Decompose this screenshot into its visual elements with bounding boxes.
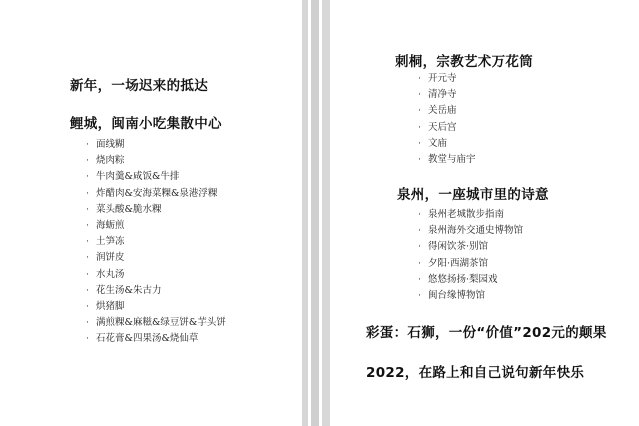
section-heading-licheng: 鲤城，闽南小吃集散中心 [70, 116, 222, 132]
list-item: · 清净寺 [418, 87, 476, 103]
page-gutter [302, 0, 340, 426]
list-item: · 天后宫 [418, 120, 476, 136]
bullet-icon: · [418, 241, 422, 253]
bullet-icon: · [86, 139, 90, 150]
bullet-icon: · [86, 236, 90, 248]
list-item: · 牛肉羹&咸饭&牛排 [86, 169, 226, 185]
section-heading-2022: 2022，在路上和自己说句新年快乐 [366, 365, 585, 381]
list-item: · 闽台缘博物馆 [418, 288, 523, 304]
list-item: · 满煎粿&麻糍&绿豆饼&芋头饼 [86, 315, 226, 331]
list-item: · 文庙 [418, 136, 476, 152]
bullet-icon: · [418, 73, 422, 84]
bullet-icon: · [418, 225, 422, 237]
bullet-icon: · [418, 290, 422, 302]
bullet-icon: · [418, 137, 422, 149]
bullet-icon: · [418, 257, 422, 269]
list-item: · 海蛎煎 [86, 218, 226, 234]
list-item: · 炸醋肉&安海菜粿&泉港浮粿 [86, 186, 226, 202]
list-item: · 润饼皮 [86, 250, 226, 266]
bullet-icon: · [418, 154, 422, 166]
bullet-icon: · [86, 301, 90, 313]
bullet-icon: · [86, 155, 90, 167]
section-heading-quanzhou: 泉州，一座城市里的诗意 [397, 187, 549, 203]
bullet-icon: · [86, 187, 90, 199]
list-item: · 夕阳·西湖茶馆 [418, 256, 523, 272]
bullet-icon: · [86, 284, 90, 296]
left-page [0, 0, 302, 426]
list-item: · 烘猪脚 [86, 299, 226, 315]
section-heading-easter-egg: 彩蛋：石狮，一份“价值”202元的颠果 [366, 325, 607, 341]
bullet-icon: · [418, 105, 422, 117]
list-item: · 烧肉粽 [86, 153, 226, 169]
list-item: · 花生汤&朱古力 [86, 283, 226, 299]
bullet-icon: · [86, 252, 90, 264]
section-heading-new-year: 新年，一场迟来的抵达 [70, 78, 208, 94]
bullet-icon: · [86, 333, 90, 345]
list-item: · 菜头酸&脆水粿 [86, 202, 226, 218]
list-item: · 面线糊 [86, 137, 226, 153]
food-list [86, 137, 226, 348]
bullet-icon: · [418, 89, 422, 101]
temple-list [418, 71, 476, 168]
bullet-icon: · [418, 273, 422, 285]
bullet-icon: · [86, 317, 90, 329]
list-item: · 水丸汤 [86, 267, 226, 283]
list-item: · 悠悠扬扬·梨园戏 [418, 272, 523, 288]
poetry-list [418, 207, 523, 304]
list-item: · 泉州海外交通史博物馆 [418, 223, 523, 239]
list-item: · 开元寺 [418, 71, 476, 87]
list-item: · 土笋冻 [86, 234, 226, 250]
bullet-icon: · [418, 209, 422, 220]
list-item: · 得闲饮茶·别馆 [418, 239, 523, 255]
list-item: · 泉州老城散步指南 [418, 207, 523, 223]
bullet-icon: · [86, 171, 90, 183]
bullet-icon: · [86, 203, 90, 215]
list-item: · 教堂与庙宇 [418, 152, 476, 168]
list-item: · 石花膏&四果汤&烧仙草 [86, 331, 226, 347]
list-item: · 关岳庙 [418, 103, 476, 119]
right-page [340, 0, 639, 426]
bullet-icon: · [86, 268, 90, 280]
bullet-icon: · [86, 220, 90, 232]
section-heading-citong: 刺桐，宗教艺术万花筒 [395, 54, 533, 70]
bullet-icon: · [418, 121, 422, 133]
